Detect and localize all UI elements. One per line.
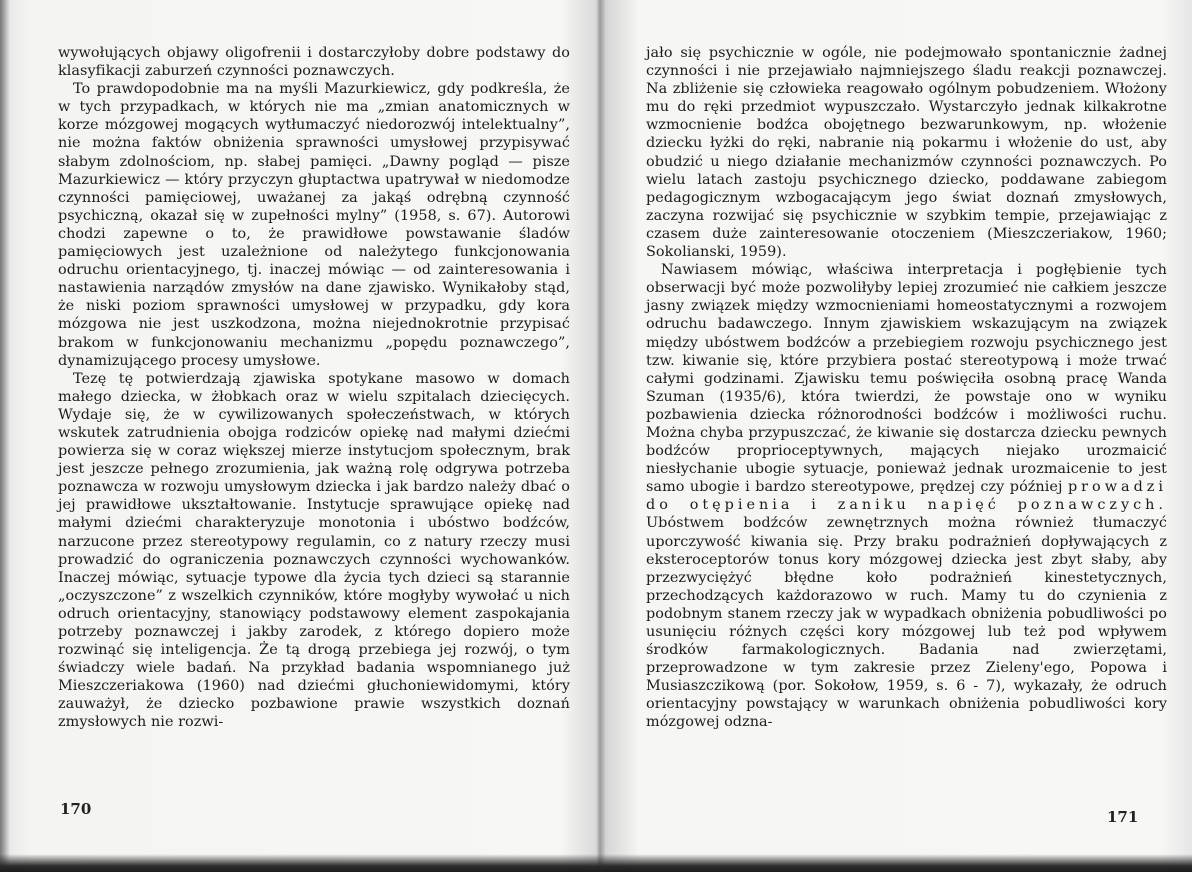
left-page	[58, 44, 570, 732]
paragraph	[646, 261, 1167, 731]
page-edge-shadow	[0, 0, 10, 872]
paragraph-text: Ubóstwem bodźców zewnętrznych można również tłumaczyć uporczywość kiwania się. Przy braku podrażnień dopływających z eksteroceptorów tonus kory mózgowej dziecka jest zbyt słaby, aby przezwyciężyć błędne koło podrażnień kinestetycznych, przechodzących każdorazowo w ruch. Mamy tu do czynienia z podobnym stanem rzeczy jak w wypadkach obniżenia pobudliwości po usunięciu różnych części kory mózgowej lub też pod wpływem środków farmakologicznych. Badania nad zwierzętami, przeprowadzone w tym zakresie przez Zieleny'ego, Popowa i Musiaszczikową (por. Sokołow, 1959, s. 6 - 7), wykazały, że odruch orientacyjny powstający w warunkach obniżenia pobudliwości kory mózgowej odzna-	[646, 515, 1167, 731]
page-number-left: 170	[60, 800, 92, 818]
bottom-edge-shadow	[0, 854, 1192, 872]
spaced-emphasis-text: prowadzi do otępienia i zaniku napięć poznawczych.	[646, 479, 1167, 514]
left-page-text	[58, 44, 570, 732]
right-page-text	[646, 44, 1167, 732]
paragraph: Tezę tę potwierdzają zjawiska spotykane masowo w domach małego dziecka, w żłobkach oraz w wielu szpitalach dziecięcych. Wydaje się, że w cywilizowanych społeczeństwach, w których wskutek zatrudnienia obojga rodziców opiekę nad małymi dziećmi powierza się w coraz większej mierze instytucjom społecznym, brak jest jeszcze pełnego zrozumienia, jak ważną rolę odgrywa potrzeba poznawcza w rozwoju umysłowym dziecka i jak bardzo należy dbać o jej prawidłowe ukształtowanie. Instytucje sprawujące opiekę nad małymi dziećmi charakteryzuje monotonia i ubóstwo bodźców, narzucone przez stereotypowy regulamin, co z natury rzeczy musi prowadzić do ograniczenia poznawczych czynności wychowanków. Inaczej mówiąc, sytuacje typowe dla życia tych dzieci są starannie „oczyszczone” z wszelkich czynników, które mogłyby wywołać u nich odruch orientacyjny, stanowiący podstawowy element zaspokajania potrzeby poznawczej i jakby zarodek, z którego dopiero może rozwinąć się inteligencja. Że tą drogą przebiega jej rozwój, o tym świadczy wiele badań. Na przykład badania wspomnianego już Mieszczeriakowa (1960) nad dziećmi głuchoniewidomymi, który zauważył, że dziecko pozbawione prawie wszystkich doznań zmysłowych nie rozwi-	[58, 370, 570, 731]
paragraph: wywołujących objawy oligofrenii i dostarczyłoby dobre podstawy do klasyfikacji zaburzeń czynności poznawczych.	[58, 45, 570, 80]
paragraph: To prawdopodobnie ma na myśli Mazurkiewicz, gdy podkreśla, że w tych przypadkach, w których nie ma „zmian anatomicznych w korze mózgowej mogących wytłumaczyć niedorozwój intelektualny”, nie można faktów obniżenia sprawności umysłowej przypisywać słabym zdolnościom, np. słabej pamięci. „Dawny pogląd — pisze Mazurkiewicz — który przyczyn głuptactwa upatrywał w niedomodze czynności pamięciowej, uważanej za jakąś odrębną czynność psychiczną, okazał się w zupełności mylny” (1958, s. 67). Autorowi chodzi zapewne o to, że prawidłowe powstawanie śladów pamięciowych jest uzależnione od należytego funkcjonowania odruchu orientacyjnego, tj. inaczej mówiąc — od zainteresowania i nastawienia narządów zmysłów na dane zjawisko. Wynikałoby stąd, że niski poziom sprawności umysłowej w przypadku, gdy kora mózgowa nie jest uszkodzona, można niejednokrotnie przypisać brakom w funkcjonowaniu mechanizmu „popędu poznawczego”, dynamizującego procesy umysłowe.	[58, 81, 570, 369]
paragraph: jało się psychicznie w ogóle, nie podejmowało spontanicznie żadnej czynności i nie przejawiało najmniejszego śladu reakcji poznawczej. Na zbliżenie się człowieka reagowało ogólnym pobudzeniem. Włożony mu do ręki przedmiot wypuszczało. Wystarczyło jednak kilkakrotne wzmocnienie bodźca obojętnego bezwarunkowym, np. włożenie dziecku łyżki do ręki, nabranie nią pokarmu i włożenie do ust, aby obudzić u niego działanie mechanizmów czynności poznawczych. Po wielu latach zastoju psychicznego dziecko, poddawane zabiegom pedagogicznym wzbogacającym jego świat doznań zmysłowych, zaczyna rozwijać się psychicznie w szybkim tempie, przejawiając z czasem duże zainteresowanie otoczeniem (Mieszczeriakow, 1960; Sokolianski, 1959).	[646, 45, 1167, 261]
right-page	[646, 44, 1167, 732]
paragraph-text: Nawiasem mówiąc, właściwa interpretacja i pogłębienie tych obserwacji być może pozwoliłyby lepiej zrozumieć nie całkiem jeszcze jasny związek między wzmocnieniami homeostatycznymi a rozwojem odruchu badawczego. Innym zjawiskiem wskazującym na związek między ubóstwem bodźców a przebiegiem rozwoju psychicznego jest tzw. kiwanie się, które przybiera postać stereotypową i może trwać całymi godzinami. Zjawisku temu poświęciła osobną pracę Wanda Szuman (1935/6), która twierdzi, że powstaje ono w wyniku pozbawienia dziecka różnorodności bodźców i możliwości ruchu. Można chyba przypuszczać, że kiwanie się dostarcza dziecku pewnych bodźców proprioceptywnych, mających niejako urozmaicić niesłychanie ubogie sytuacje, ponieważ jednak urozmaicenie to jest samo ubogie i bardzo stereotypowe, prędzej czy później	[646, 262, 1167, 496]
page-number-right: 171	[1107, 808, 1139, 826]
